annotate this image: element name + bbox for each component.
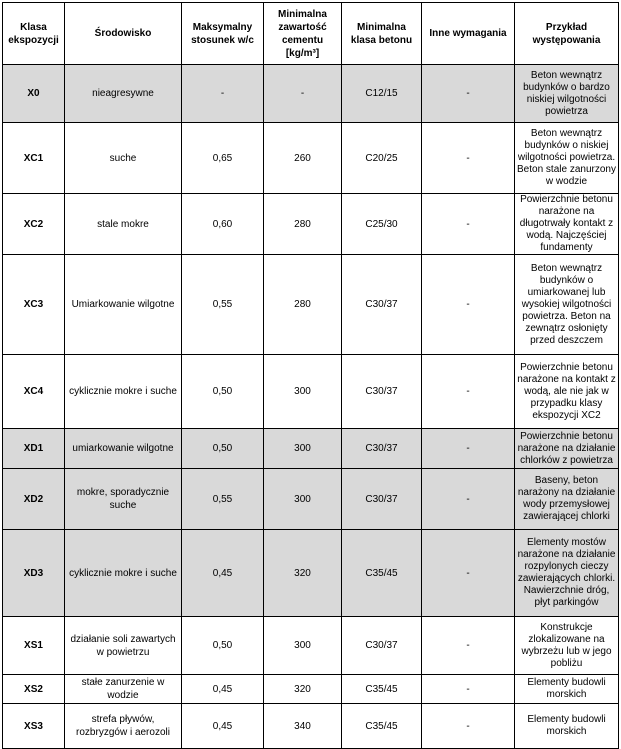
cement-content-cell: 300 — [264, 469, 342, 530]
example-cell: Elementy budowli morskich — [515, 675, 619, 704]
concrete-class-cell: C35/45 — [342, 530, 422, 617]
environment-cell: strefa pływów, rozbryzgów i aerozoli — [65, 704, 182, 749]
other-requirements-cell: - — [422, 704, 515, 749]
wc-ratio-cell: - — [182, 65, 264, 123]
example-cell: Beton wewnątrz budynków o niskiej wilgotności powietrza. Beton stale zanurzony w wodzie — [515, 123, 619, 194]
example-cell: Baseny, beton narażony na działanie wody przemysłowej zawierającej chlorki — [515, 469, 619, 530]
table-row — [3, 704, 619, 749]
example-cell: Beton wewnątrz budynków o umiarkowanej lub wysokiej wilgotności powietrza. Beton na zewnątrz osłonięty przed deszczem — [515, 255, 619, 355]
environment-cell: stałe zanurzenie w wodzie — [65, 675, 182, 704]
example-cell: Elementy mostów narażone na działanie rozpylonych cieczy zawierających chlorki. Nawierzchnie dróg, płyt parkingów — [515, 530, 619, 617]
cement-content-cell: 300 — [264, 617, 342, 675]
environment-cell: mokre, sporadycznie suche — [65, 469, 182, 530]
cement-content-cell: 300 — [264, 429, 342, 469]
exposure-class-table — [2, 2, 619, 749]
wc-ratio-cell: 0,50 — [182, 355, 264, 429]
wc-ratio-cell: 0,50 — [182, 617, 264, 675]
header-exposure-class: Klasa ekspozycji — [3, 3, 65, 65]
other-requirements-cell: - — [422, 530, 515, 617]
exposure-class-cell: XS1 — [3, 617, 65, 675]
table-row — [3, 429, 619, 469]
other-requirements-cell: - — [422, 255, 515, 355]
wc-ratio-cell: 0,45 — [182, 530, 264, 617]
wc-ratio-cell: 0,45 — [182, 675, 264, 704]
environment-cell: Umiarkowanie wilgotne — [65, 255, 182, 355]
header-max-wc-ratio: Maksymalny stosunek w/c — [182, 3, 264, 65]
wc-ratio-cell: 0,45 — [182, 704, 264, 749]
table-row — [3, 355, 619, 429]
exposure-class-cell: XC3 — [3, 255, 65, 355]
concrete-class-cell: C20/25 — [342, 123, 422, 194]
table-row — [3, 194, 619, 255]
exposure-class-cell: X0 — [3, 65, 65, 123]
other-requirements-cell: - — [422, 194, 515, 255]
cement-content-cell: 280 — [264, 194, 342, 255]
concrete-class-cell: C35/45 — [342, 704, 422, 749]
exposure-class-cell: XS3 — [3, 704, 65, 749]
concrete-class-cell: C30/37 — [342, 469, 422, 530]
environment-cell: działanie soli zawartych w powietrzu — [65, 617, 182, 675]
concrete-class-cell: C35/45 — [342, 675, 422, 704]
header-other-requirements: Inne wymagania — [422, 3, 515, 65]
environment-cell: stale mokre — [65, 194, 182, 255]
table-row — [3, 255, 619, 355]
other-requirements-cell: - — [422, 617, 515, 675]
cement-content-cell: 320 — [264, 675, 342, 704]
concrete-class-cell: C30/37 — [342, 429, 422, 469]
concrete-class-cell: C30/37 — [342, 355, 422, 429]
cement-content-cell: 260 — [264, 123, 342, 194]
table-row — [3, 617, 619, 675]
cement-content-cell: 280 — [264, 255, 342, 355]
example-cell: Konstrukcje zlokalizowane na wybrzeżu lub w jego pobliżu — [515, 617, 619, 675]
environment-cell: nieagresywne — [65, 65, 182, 123]
example-cell: Powierzchnie betonu narażone na kontakt z wodą, ale nie jak w przypadku klasy ekspozycji XC2 — [515, 355, 619, 429]
exposure-class-cell: XC1 — [3, 123, 65, 194]
exposure-class-cell: XS2 — [3, 675, 65, 704]
table-row — [3, 530, 619, 617]
other-requirements-cell: - — [422, 675, 515, 704]
header-environment: Środowisko — [65, 3, 182, 65]
table-row — [3, 65, 619, 123]
cement-content-cell: 340 — [264, 704, 342, 749]
wc-ratio-cell: 0,60 — [182, 194, 264, 255]
wc-ratio-cell: 0,55 — [182, 469, 264, 530]
header-example: Przykład występowania — [515, 3, 619, 65]
cement-content-cell: - — [264, 65, 342, 123]
wc-ratio-cell: 0,55 — [182, 255, 264, 355]
example-cell: Elementy budowli morskich — [515, 704, 619, 749]
exposure-class-cell: XD2 — [3, 469, 65, 530]
concrete-class-cell: C12/15 — [342, 65, 422, 123]
concrete-class-cell: C30/37 — [342, 617, 422, 675]
concrete-class-cell: C25/30 — [342, 194, 422, 255]
other-requirements-cell: - — [422, 429, 515, 469]
environment-cell: cyklicznie mokre i suche — [65, 530, 182, 617]
exposure-class-cell: XD1 — [3, 429, 65, 469]
table-header-row — [3, 3, 619, 65]
cement-content-cell: 320 — [264, 530, 342, 617]
cement-content-cell: 300 — [264, 355, 342, 429]
table-row — [3, 675, 619, 704]
other-requirements-cell: - — [422, 123, 515, 194]
table-row — [3, 123, 619, 194]
other-requirements-cell: - — [422, 65, 515, 123]
exposure-class-cell: XC4 — [3, 355, 65, 429]
example-cell: Powierzchnie betonu narażone na działanie chlorków z powietrza — [515, 429, 619, 469]
table-row — [3, 469, 619, 530]
other-requirements-cell: - — [422, 469, 515, 530]
example-cell: Beton wewnątrz budynków o bardzo niskiej wilgotności powietrza — [515, 65, 619, 123]
header-min-cement-content: Minimalna zawartość cementu [kg/m³] — [264, 3, 342, 65]
environment-cell: suche — [65, 123, 182, 194]
wc-ratio-cell: 0,50 — [182, 429, 264, 469]
environment-cell: umiarkowanie wilgotne — [65, 429, 182, 469]
exposure-class-cell: XD3 — [3, 530, 65, 617]
environment-cell: cyklicznie mokre i suche — [65, 355, 182, 429]
concrete-class-cell: C30/37 — [342, 255, 422, 355]
exposure-class-cell: XC2 — [3, 194, 65, 255]
header-min-concrete-class: Minimalna klasa betonu — [342, 3, 422, 65]
example-cell: Powierzchnie betonu narażone na długotrwały kontakt z wodą. Najczęściej fundamenty — [515, 194, 619, 255]
other-requirements-cell: - — [422, 355, 515, 429]
wc-ratio-cell: 0,65 — [182, 123, 264, 194]
